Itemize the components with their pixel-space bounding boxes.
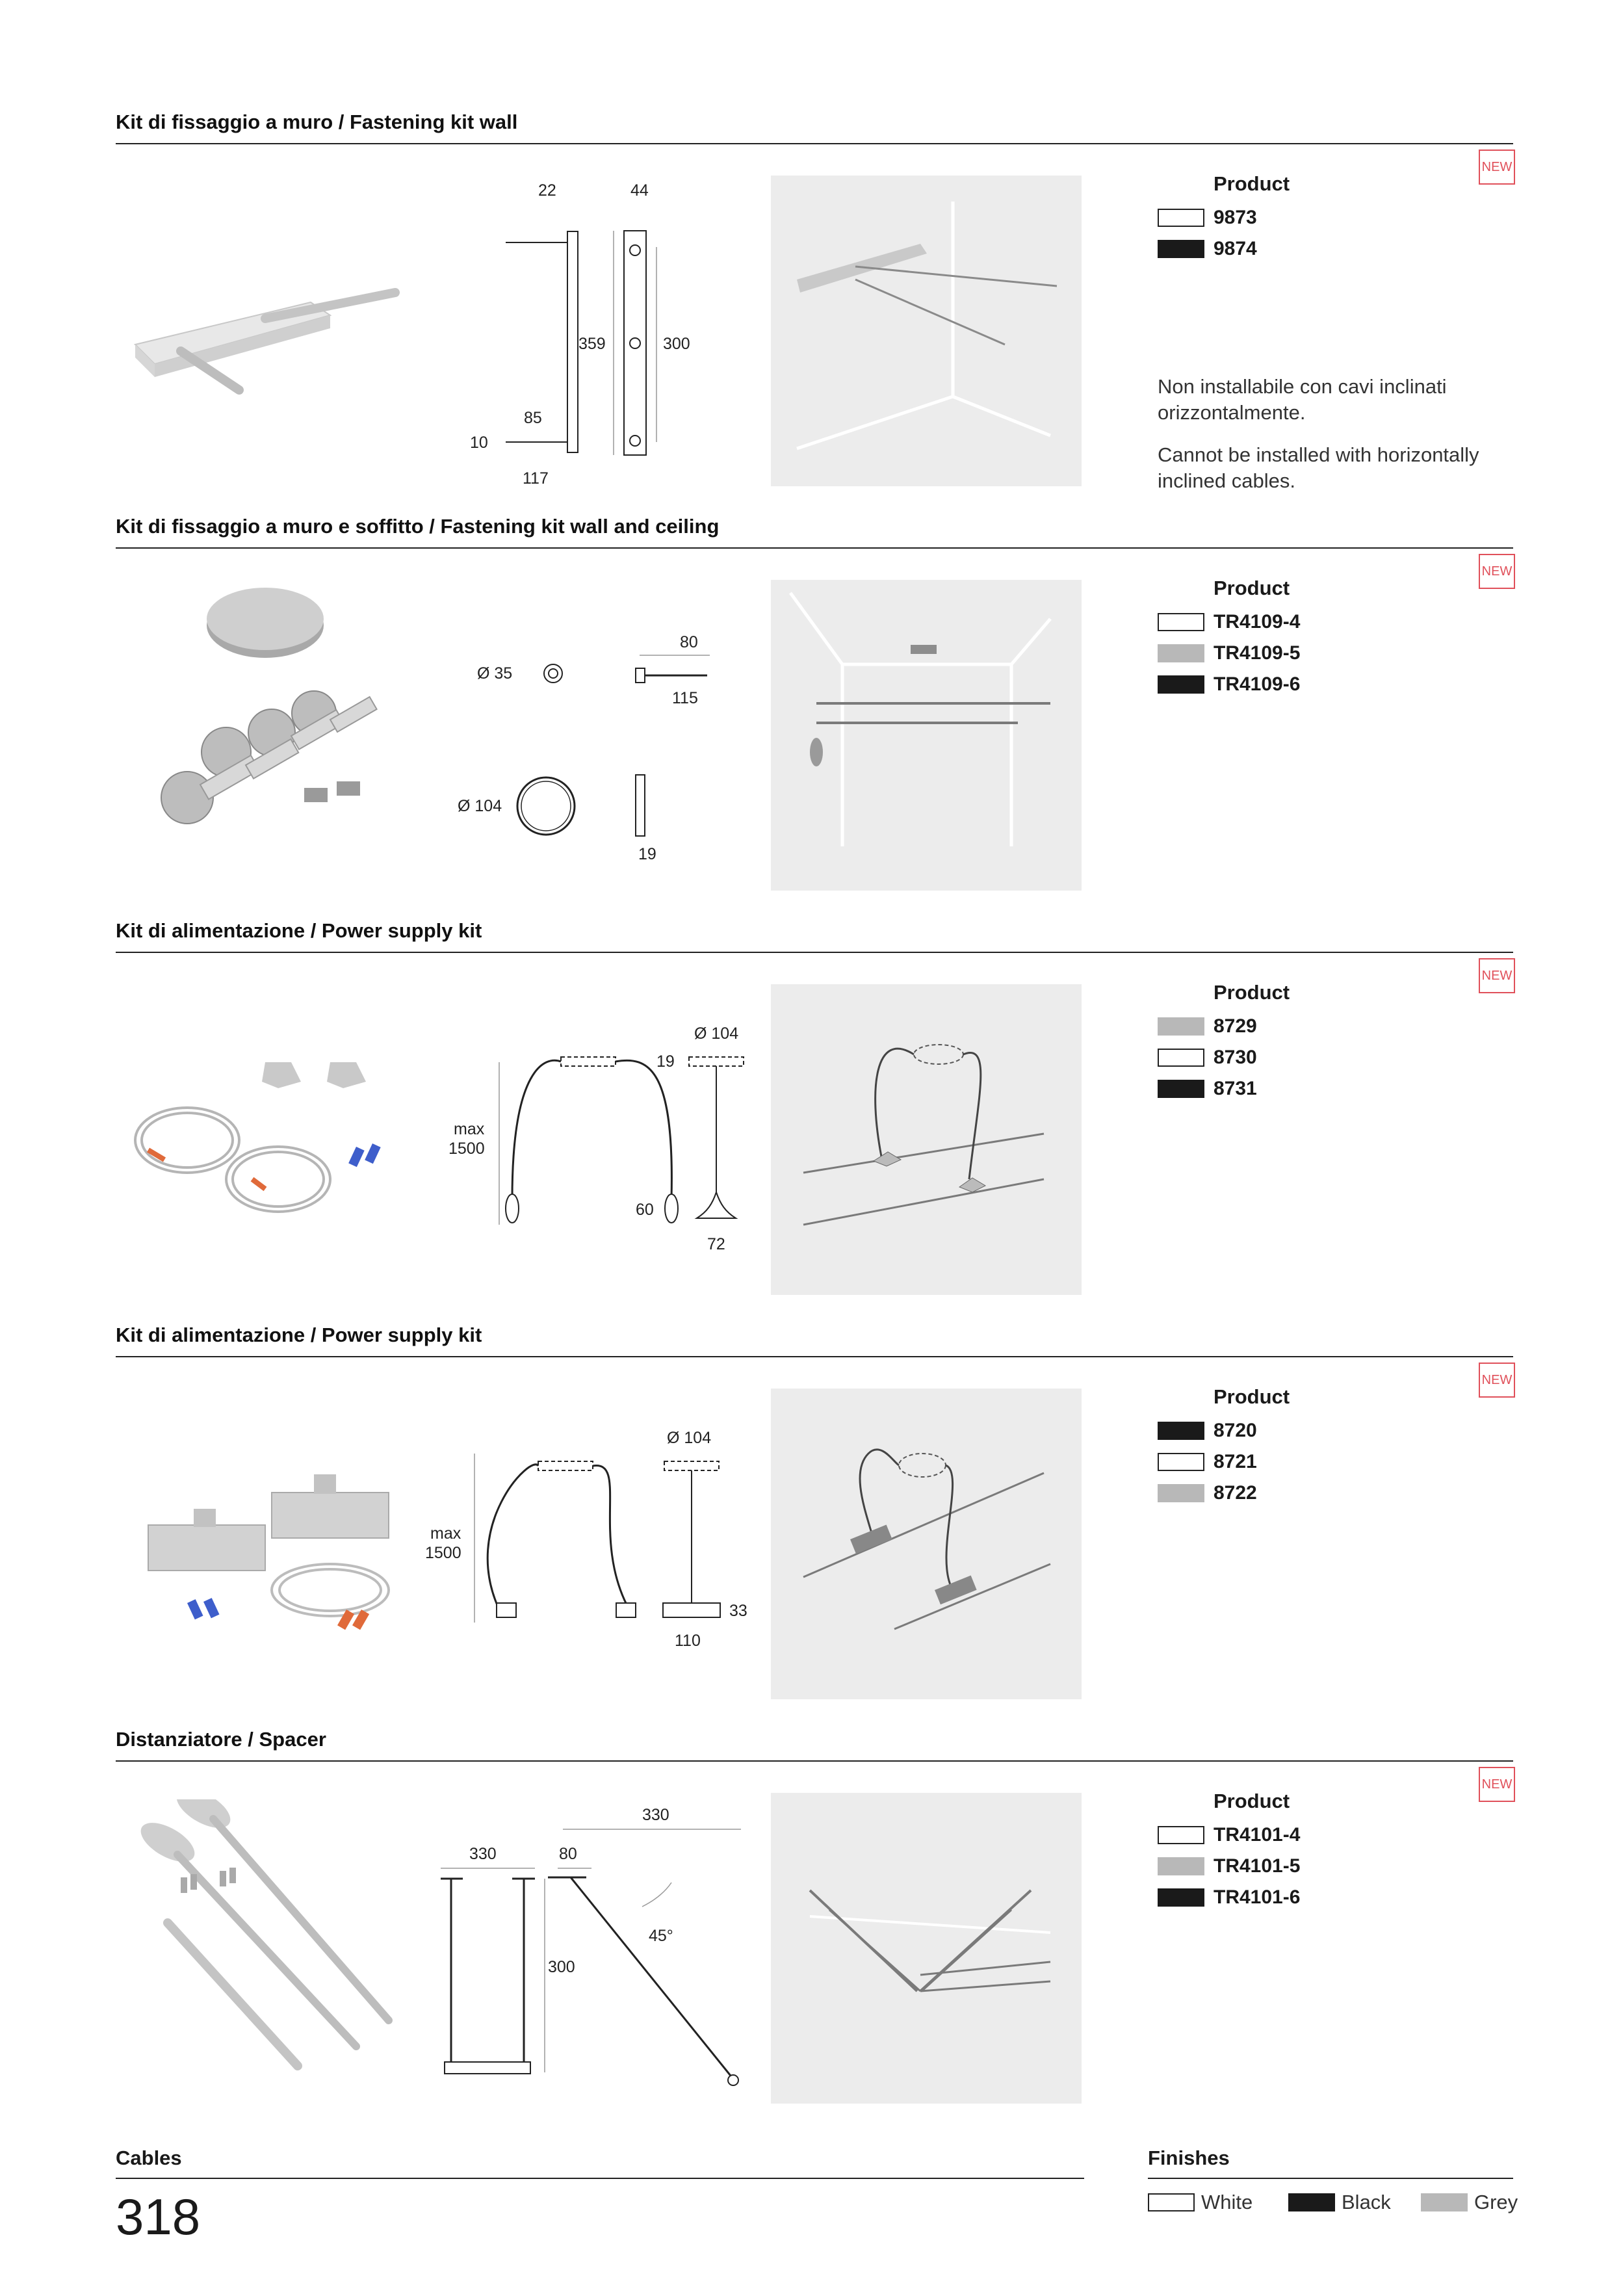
finish-swatch-white [1158,1826,1204,1844]
dim-label: 60 [636,1201,654,1219]
product-code: 9874 [1214,238,1257,259]
dim-label: 117 [523,469,549,488]
product-code: TR4101-5 [1214,1855,1301,1877]
finish-swatch-grey [1158,1017,1204,1036]
finish-swatch-black [1158,675,1204,694]
dim-label: 19 [638,845,656,863]
finish-swatch-white [1158,209,1204,227]
section-title: Kit di fissaggio a muro / Fastening kit wall [116,111,518,133]
new-badge: NEW [1479,150,1515,185]
finish-swatch-white [1158,1049,1204,1067]
section-wall-ceiling-kit [116,515,1513,918]
section-divider [116,547,1513,549]
technical-drawing [421,1786,766,2111]
product-row [1158,236,1257,262]
finish-swatch-white [1148,2193,1195,2211]
product-code: TR4109-5 [1214,642,1301,664]
technical-drawing [421,1382,766,1707]
product-row [1158,1418,1257,1444]
dim-label: 300 [663,335,690,353]
finish-legend-grey [1421,2191,1518,2214]
section-title: Kit di alimentazione / Power supply kit [116,1324,482,1346]
dim-label: 22 [538,181,556,200]
new-badge: NEW [1479,1363,1515,1398]
product-code: 8730 [1214,1047,1257,1068]
finish-swatch-black [1158,1422,1204,1440]
section-divider [116,1356,1513,1357]
product-code: 9873 [1214,207,1257,228]
cables-label: Cables [116,2146,182,2169]
dim-label: Ø 104 [694,1024,739,1043]
finish-swatch-grey [1421,2193,1468,2211]
new-badge: NEW [1479,1767,1515,1802]
product-row [1158,609,1300,635]
product-row [1158,1822,1300,1848]
dim-label: 359 [578,335,606,353]
dim-label: 110 [675,1632,701,1650]
section-power-supply-kit-2 [116,1324,1513,1727]
footer-divider [1148,2178,1513,2179]
note-italian: Non installabile con cavi inclinati orizzontalmente. [1158,375,1447,424]
dim-label: Ø 104 [667,1429,712,1447]
section-divider [116,1760,1513,1762]
finish-swatch-black [1158,240,1204,258]
product-heading: Product [1214,981,1290,1004]
product-photo [116,1395,421,1681]
installation-scene [771,1793,1082,2104]
dim-label: 10 [470,434,488,452]
product-photo [116,586,421,872]
dim-label: 85 [524,409,542,427]
section-divider [116,952,1513,953]
installation-scene [771,1389,1082,1699]
product-code: 8722 [1214,1482,1257,1504]
product-code: 8720 [1214,1420,1257,1441]
note-english: Cannot be installed with horizontally inclined cables. [1158,443,1479,492]
finish-label: Black [1342,2191,1391,2213]
finish-swatch-white [1158,1453,1204,1471]
product-row [1158,1449,1257,1475]
dim-label: 80 [680,633,698,651]
finish-swatch-black [1288,2193,1335,2211]
dim-label: 330 [642,1806,669,1824]
technical-drawing [421,169,766,494]
installation-scene [771,984,1082,1295]
dim-label: max [454,1120,485,1138]
section-spacer [116,1728,1513,2131]
product-heading: Product [1214,1790,1290,1812]
installation-scene [771,580,1082,891]
new-badge: NEW [1479,958,1515,993]
finish-swatch-black [1158,1080,1204,1098]
product-heading: Product [1214,1385,1290,1408]
product-row [1158,640,1300,666]
dim-label: max [430,1524,461,1543]
product-row [1158,1013,1257,1039]
product-row [1158,1076,1257,1102]
footer-divider [116,2178,1084,2179]
finish-swatch-white [1158,613,1204,631]
dim-label: 33 [729,1602,747,1620]
section-divider [116,143,1513,144]
new-badge: NEW [1479,554,1515,589]
product-row [1158,1480,1257,1506]
product-code: TR4109-4 [1214,611,1301,633]
dim-label: 44 [630,181,649,200]
section-title: Kit di alimentazione / Power supply kit [116,919,482,942]
dim-label: 115 [672,689,698,707]
dim-label: 1500 [448,1140,485,1158]
dim-label: 330 [469,1845,497,1863]
section-power-supply-kit-1 [116,919,1513,1322]
product-row [1158,1885,1300,1911]
product-code: TR4101-6 [1214,1886,1301,1908]
finish-swatch-grey [1158,1857,1204,1875]
product-row [1158,1853,1300,1879]
finish-legend-white [1148,2191,1253,2214]
product-code: TR4101-4 [1214,1824,1301,1846]
dim-label: Ø 104 [458,797,502,815]
product-photo [116,182,421,468]
dim-label: 300 [548,1958,575,1976]
finish-swatch-black [1158,1888,1204,1907]
product-row [1158,205,1257,231]
product-row [1158,672,1300,698]
section-title: Distanziatore / Spacer [116,1728,326,1751]
product-code: 8721 [1214,1451,1257,1472]
product-heading: Product [1214,577,1290,599]
product-code: 8731 [1214,1078,1257,1099]
dim-label: 72 [707,1235,725,1253]
product-photo [116,991,421,1277]
finish-swatch-grey [1158,644,1204,662]
product-row [1158,1045,1257,1071]
finish-legend-black [1288,2191,1391,2214]
section-wall-kit [116,111,1513,514]
technical-drawing [421,978,766,1303]
finishes-label: Finishes [1148,2146,1230,2169]
dim-label: 80 [559,1845,577,1863]
dim-label: 19 [656,1052,675,1071]
product-heading: Product [1214,172,1290,195]
dim-label: 45° [649,1927,673,1945]
product-photo [116,1799,421,2085]
page-number: 318 [116,2188,201,2245]
product-code: 8729 [1214,1015,1257,1037]
section-title: Kit di fissaggio a muro e soffitto / Fastening kit wall and ceiling [116,515,720,538]
technical-drawing [421,573,766,898]
product-code: TR4109-6 [1214,673,1301,695]
installation-scene [771,176,1082,486]
dim-label: 1500 [425,1544,461,1562]
finish-swatch-grey [1158,1484,1204,1502]
finish-label: White [1201,2191,1253,2213]
finish-label: Grey [1474,2191,1518,2213]
dim-label: Ø 35 [477,664,513,683]
